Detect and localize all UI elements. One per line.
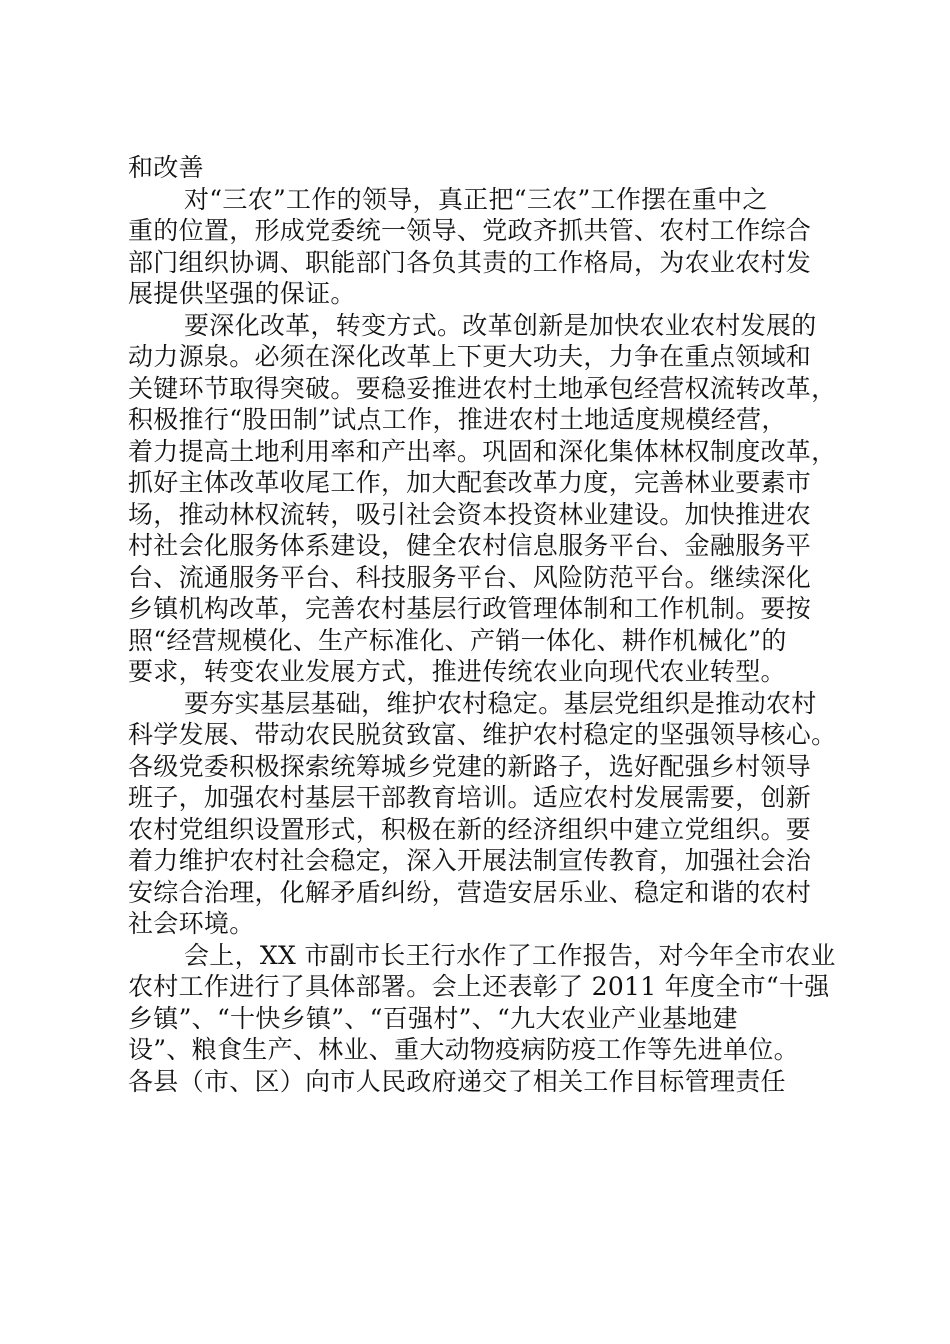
text-line: 社会环境。 xyxy=(128,909,255,938)
text-line: 场，推动林权流转，吸引社会资本投资林业建设。加快推进农 xyxy=(128,499,812,529)
text-line: 展提供坚强的保证。 xyxy=(128,279,356,308)
text-line: 村社会化服务体系建设，健全农村信息服务平台、金融服务平 xyxy=(128,531,812,560)
text-line: 科学发展、带动农民脱贫致富、维护农村稳定的坚强领导核心。 xyxy=(128,720,837,749)
text-line: 台、流通服务平台、科技服务平台、风险防范平台。继续深化 xyxy=(128,562,812,592)
text-line: 动力源泉。必须在深化改革上下更大功夫，力争在重点领域和 xyxy=(128,342,812,371)
text-line: 要夯实基层基础，维护农村稳定。基层党组织是推动农村 xyxy=(184,688,817,718)
text-line: 对“三农”工作的领导，真正把“三农”工作摆在重中之 xyxy=(184,184,768,214)
text-line: 关键环节取得突破。要稳妥推进农村土地承包经营权流转改革， xyxy=(128,373,837,403)
text-line: 农村党组织设置形式，积极在新的经济组织中建立党组织。要 xyxy=(128,814,812,844)
text-line: 要深化改革，转变方式。改革创新是加快农业农村发展的 xyxy=(184,310,817,340)
text-line: 乡镇机构改革，完善农村基层行政管理体制和工作机制。要按 xyxy=(128,594,812,623)
text-line: 照“经营规模化、生产标准化、产销一体化、耕作机械化”的 xyxy=(128,625,787,655)
text-line: 会上，XX 市副市长王行水作了工作报告，对今年全市农业 xyxy=(184,940,836,970)
text-line: 安综合治理，化解矛盾纠纷，营造安居乐业、稳定和谐的农村 xyxy=(128,877,812,907)
text-line: 班子，加强农村基层干部教育培训。适应农村发展需要，创新 xyxy=(128,783,812,812)
text-line: 各级党委积极探索统筹城乡党建的新路子，选好配强乡村领导 xyxy=(128,751,812,781)
text-line: 着力提高土地利用率和产出率。巩固和深化集体林权制度改革， xyxy=(128,436,837,466)
text-line: 抓好主体改革收尾工作，加大配套改革力度，完善林业要素市 xyxy=(128,468,812,497)
text-line: 各县（市、区）向市人民政府递交了相关工作目标管理责任 xyxy=(128,1066,786,1096)
text-line: 重的位置，形成党委统一领导、党政齐抓共管、农村工作综合 xyxy=(128,216,812,245)
text-line: 积极推行“股田制”试点工作，推进农村土地适度规模经营， xyxy=(128,405,787,434)
text-line: 和改善 xyxy=(128,153,204,182)
text-line: 部门组织协调、职能部门各负其责的工作格局，为农业农村发 xyxy=(128,247,812,277)
text-line: 设”、粮食生产、林业、重大动物疫病防疫工作等先进单位。 xyxy=(128,1035,799,1064)
document-body xyxy=(128,152,837,1097)
text-line: 要求，转变农业发展方式，推进传统农业向现代农业转型。 xyxy=(128,657,786,686)
text-line: 乡镇”、“十快乡镇”、“百强村”、“九大农业产业基地建 xyxy=(128,1003,738,1033)
text-line: 农村工作进行了具体部署。会上还表彰了 2011 年度全市“十强 xyxy=(128,972,830,1001)
text-line: 着力维护农村社会稳定，深入开展法制宣传教育，加强社会治 xyxy=(128,846,812,875)
